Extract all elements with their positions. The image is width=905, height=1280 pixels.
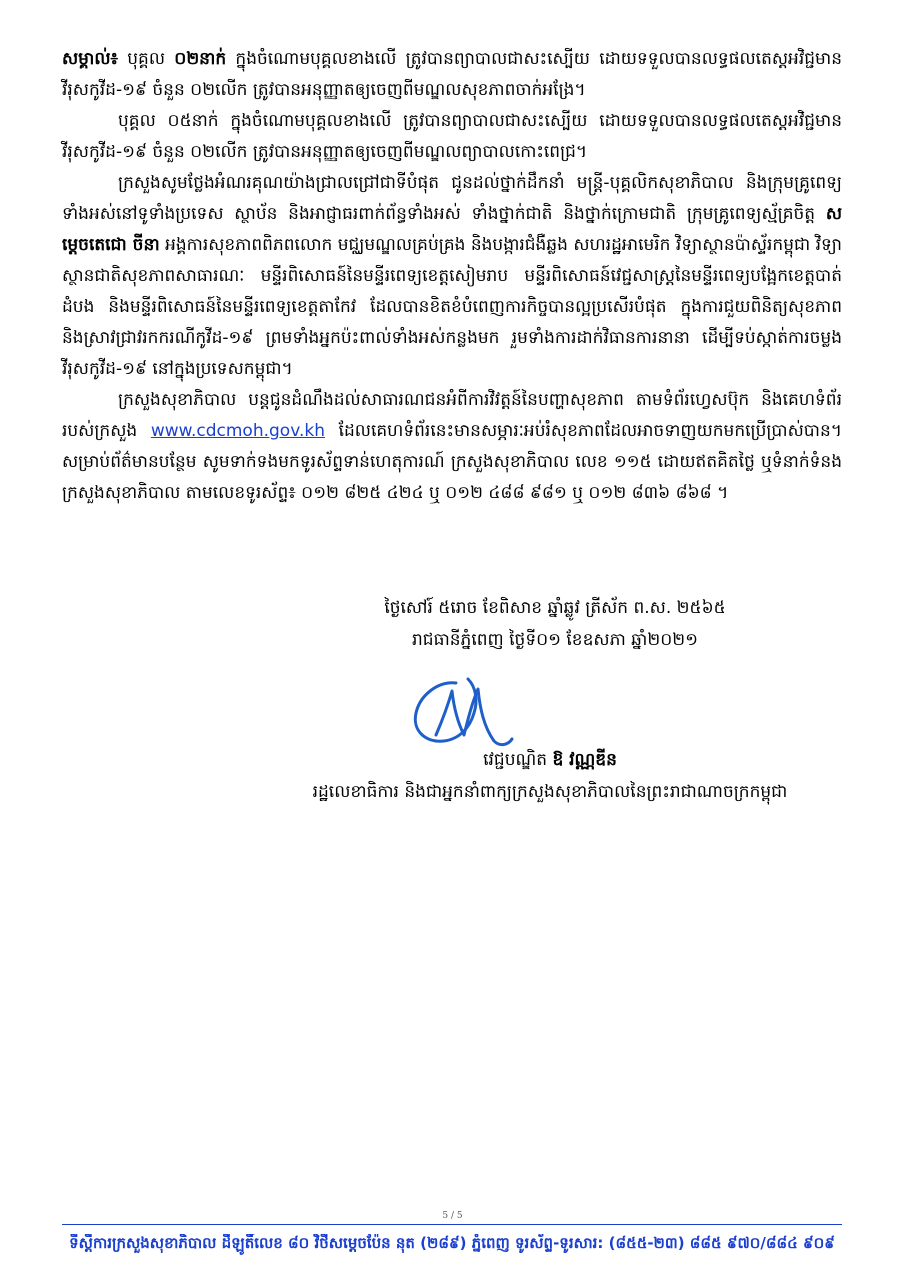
signer-title: វេជ្ជបណ្ឌិត bbox=[483, 750, 553, 770]
signer-name: ឱ វណ្ណឌីន bbox=[552, 750, 617, 770]
signer-name-line bbox=[280, 744, 820, 776]
thanks-text-after: អង្គការសុខភាពពិភពលោក មជ្ឈមណ្ឌលគ្រប់គ្រង និងបង្ការជំងឺឆ្លង សហរដ្ឋអាមេរិក វិទ្យាស្ថានប៉ាស្ទ័រកម្ពុជា វិទ្យាស្ថានជាតិសុខភាពសាធារណៈ មន្ទីរពិសោធន៍នៃមន្ទីរពេទ្យខេត្តសៀមរាប មន្ទីរពិសោធន៍វេជ្ជសាស្ត្រនៃមន្ទីរពេទ្យបង្អែកខេត្តបាត់ដំបង និងមន្ទីរពិសោធន៍នៃមន្ទីរពេទ្យខេត្តតាកែវ ដែលបានខិតខំបំពេញការកិច្ចបានល្អប្រសើរបំផុត ក្នុងការជួយពិនិត្យសុខភាព និងស្រាវជ្រាវរកករណីកូវីដ-១៩ ព្រមទាំងអ្នកប៉ះពាល់ទាំងអស់កន្លងមក រួមទាំងការដាក់វិធានការនានា ដើម្បីទប់ស្កាត់ការចម្លងវីរុសកូវីដ-១៩ នៅក្នុងប្រទេសកម្ពុជា។ bbox=[62, 235, 842, 379]
note-bold-count: ០២នាក់ bbox=[174, 49, 227, 69]
thanks-bold-name: សម្តេចតេជោ ចីនា bbox=[62, 204, 842, 255]
info-text-after: ដែលគេហទំព័រនេះមានសម្ភារៈអប់រំសុខភាពដែលអាចទាញយកមកប្រើប្រាស់បាន។ សម្រាប់ព័ត៌មានបន្ថែម សូមទាក់ទងមកទូរស័ព្ទទាន់ហេតុការណ៍ ក្រសួងសុខាភិបាល លេខ ១១៥ ដោយឥតគិតថ្លៃ ឬទំនាក់ទំនងក្រសួងសុខាភិបាល តាមលេខទូរស័ព្ទ៖ ០១២ ៨២៥ ៤២៤ ឬ ០១២ ៤៨៨ ៩៨១ ឬ ០១២ ៨៣៦ ៨៦៨ ។ bbox=[62, 421, 842, 503]
body-text bbox=[62, 44, 842, 509]
note-text-after: ក្នុងចំណោមបុគ្គលខាងលើ ត្រូវបានព្យាបាលជាសះស្បើយ ដោយទទួលបានលទ្ធផលតេស្តអវិជ្ជមានវីរុសកូវីដ-១៩ ចំនួន ០២លើក ត្រូវបានអនុញ្ញាតឲ្យចេញពីមណ្ឌលសុខភាពចាក់អង្រែ។ bbox=[62, 49, 842, 100]
paragraph-discharged: បុគ្គល ០៥នាក់ ក្នុងចំណោមបុគ្គលខាងលើ ត្រូវបានព្យាបាលជាសះស្បើយ ដោយទទួលបានលទ្ធផលតេស្តអវិជ្ជមានវីរុសកូវីដ-១៩ ចំនួន ០២លើក ត្រូវបានអនុញ្ញាតឲ្យចេញពីមណ្ឌលព្យាបាលកោះពេជ្រ។ bbox=[62, 111, 842, 162]
date-block bbox=[330, 592, 780, 656]
signer-block bbox=[280, 744, 820, 808]
website-link[interactable]: www.cdcmoh.gov.kh bbox=[150, 421, 325, 441]
paragraph-note bbox=[62, 44, 842, 106]
thanks-text-before: ក្រសួងសូមថ្លែងអំណរគុណយ៉ាងជ្រាលជ្រៅជាទីបំផុត ជូនដល់ថ្នាក់ដឹកនាំ មន្ត្រី-បុគ្គលិកសុខាភិបាល និងក្រុមគ្រូពេទ្យទាំងអស់នៅទូទាំងប្រទេស ស្ថាប័ន និងអាជ្ញាធរពាក់ព័ន្ធទាំងអស់ ទាំងថ្នាក់ជាតិ និងថ្នាក់ក្រោមជាតិ ក្រុមគ្រូពេទ្យស្ម័គ្រចិត្ត bbox=[62, 173, 842, 224]
date-lunar: ថ្ងៃសៅរ៍ ៥រោច ខែពិសាខ ឆ្នាំឆ្លូវ ត្រីស័ក ព.ស. ២៥៦៥ bbox=[384, 598, 726, 618]
signature-image bbox=[398, 665, 518, 755]
note-label: សម្គាល់៖ bbox=[62, 49, 119, 69]
footer-address: ទីស្តីការក្រសួងសុខាភិបាល ដីឡូតិ៍លេខ ៨០ វិថីសម្តេចប៉ែន នុត (២៨៩) ភ្នំពេញ ទូរស័ព្ទ-ទូរសារ: (៨៥៥-២៣) ៨៨៥ ៩៧០/៨៨៤ ៩០៩ bbox=[69, 1234, 835, 1252]
paragraph-thanks bbox=[62, 168, 842, 385]
date-solar: រាជធានីភ្នំពេញ ថ្ងៃទី០១ ខែឧសភា ឆ្នាំ២០២១ bbox=[412, 630, 698, 650]
note-text-before: បុគ្គល bbox=[118, 49, 175, 69]
signer-position: រដ្ឋលេខាធិការ និងជាអ្នកនាំពាក្យក្រសួងសុខាភិបាលនៃព្រះរាជាណាចក្រកម្ពុជា bbox=[312, 782, 788, 802]
page-number: 5 / 5 bbox=[442, 1211, 463, 1221]
info-text-before: ក្រសួងសុខាភិបាល បន្តជូនដំណឹងដល់សាធារណជនអំពីការវិវត្តន៍នៃបញ្ហាសុខភាព តាមទំព័រហ្វេសប៊ុក និងគេហទំព័ររបស់ក្រសួង bbox=[62, 390, 842, 441]
paragraph-info bbox=[62, 385, 842, 509]
footer-divider bbox=[62, 1224, 842, 1225]
